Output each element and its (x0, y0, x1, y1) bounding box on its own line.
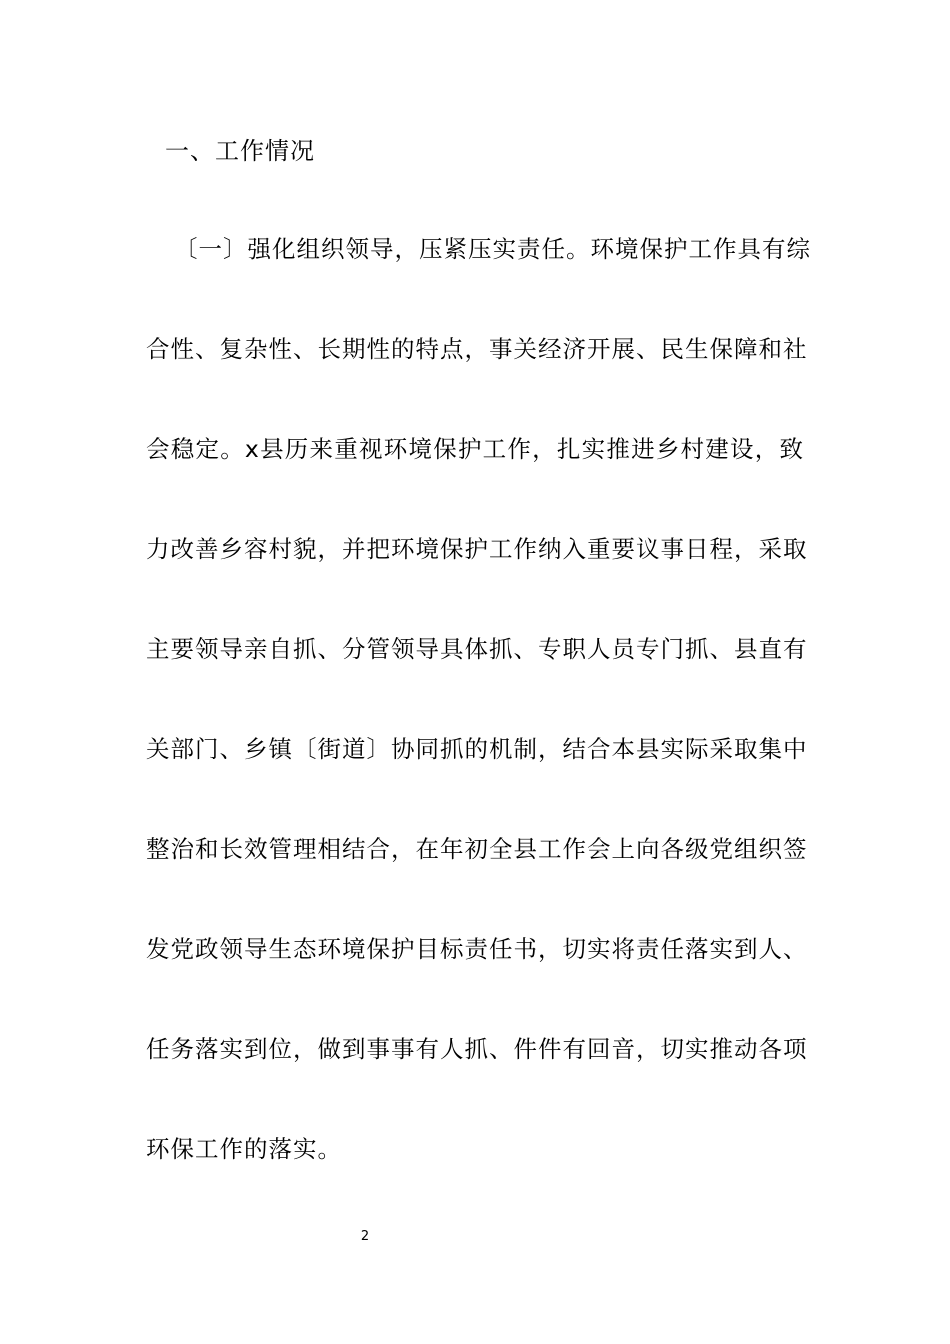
paragraph-line: 整治和长效管理相结合，在年初全县工作会上向各级党组织签 (146, 835, 808, 863)
page-number: 2 (360, 1229, 370, 1244)
paragraph-line: 〔一〕强化组织领导，压紧压实责任。环境保护工作具有综 (174, 235, 811, 263)
paragraph-line: 关部门、乡镇〔街道〕协同抓的机制，结合本县实际采取集中 (146, 735, 808, 763)
paragraph-line: 合性、复杂性、长期性的特点，事关经济开展、民生保障和社 (146, 335, 808, 363)
paragraph-line: 发党政领导生态环境保护目标责任书，切实将责任落实到人、 (146, 935, 808, 963)
section-heading: 一、工作情况 (165, 137, 315, 165)
paragraph-line: 力改善乡容村貌，并把环境保护工作纳入重要议事日程，采取 (146, 535, 808, 563)
paragraph-line: 环保工作的落实。 (146, 1135, 342, 1163)
paragraph-line: 任务落实到位，做到事事有人抓、件件有回音，切实推动各项 (146, 1035, 808, 1063)
paragraph-line: 主要领导亲自抓、分管领导具体抓、专职人员专门抓、县直有 (146, 635, 808, 663)
paragraph-line: 会稳定。x县历来重视环境保护工作，扎实推进乡村建设，致 (146, 435, 804, 463)
